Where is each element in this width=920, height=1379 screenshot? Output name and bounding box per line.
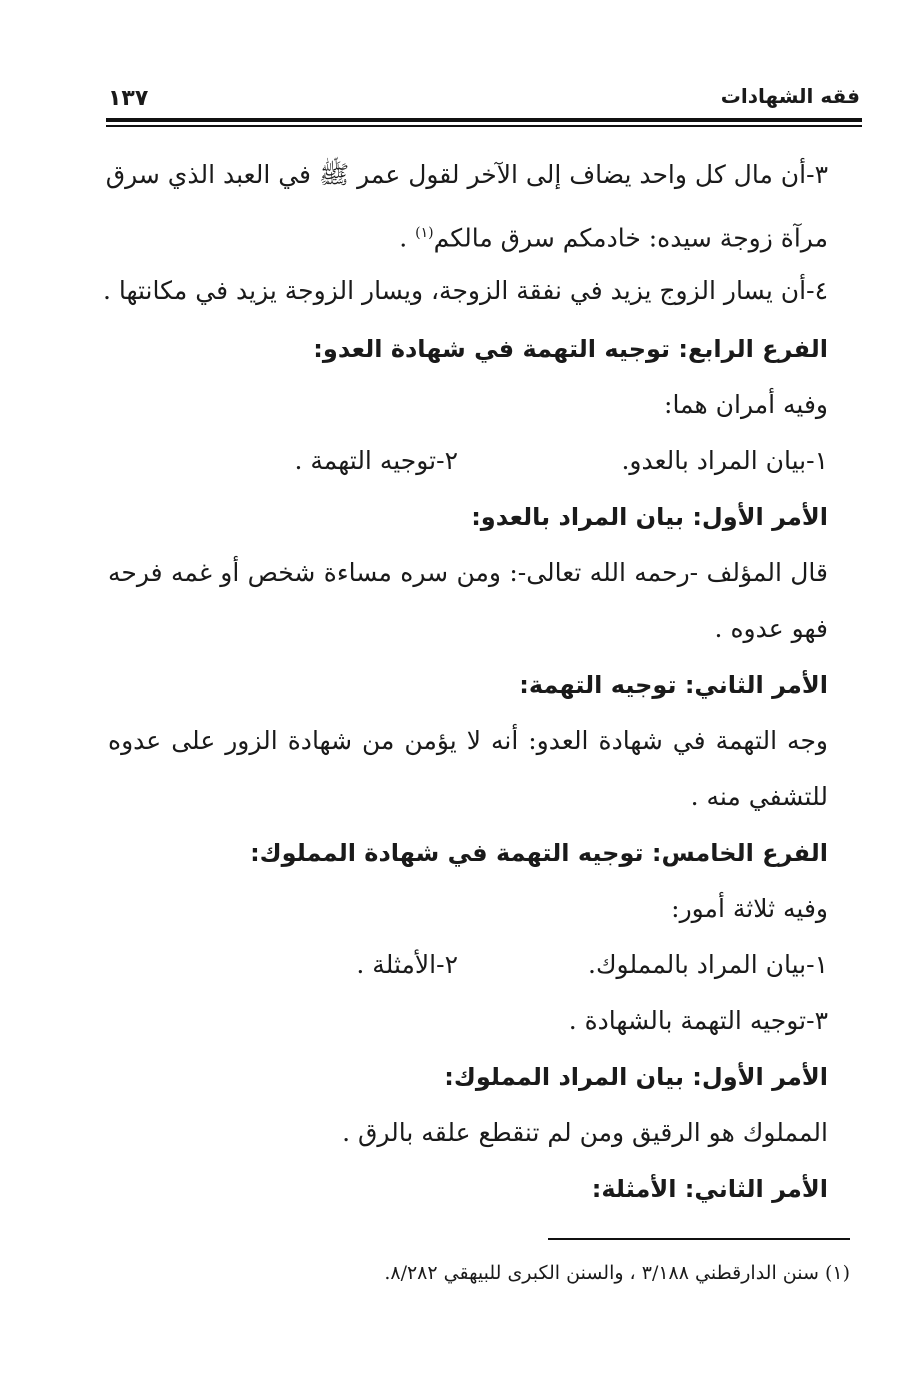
paragraph-line: قال المؤلف -رحمه الله تعالى-: ومن سره مساءة شخص أو غمه فرحه xyxy=(108,558,828,587)
paragraph-line: وفيه ثلاثة أمور: xyxy=(671,894,828,923)
paragraph-line: المملوك هو الرقيق ومن لم تنقطع علقه بالرق . xyxy=(342,1118,828,1147)
footnote-ref[interactable]: (١) xyxy=(415,225,434,241)
list-item: ٢-توجيه التهمة . xyxy=(294,446,458,475)
list-row xyxy=(108,940,828,990)
list-item: ٢-الأمثلة . xyxy=(356,950,458,979)
header-rule-thick xyxy=(106,118,862,122)
quote-text: مرآة زوجة سيده: خادمكم سرق مالكم xyxy=(433,223,828,253)
page-number: ١٣٧ xyxy=(108,86,149,111)
list-item: ١-بيان المراد بالمملوك. xyxy=(588,950,828,979)
footnote-rule xyxy=(548,1238,850,1240)
paragraph-line: وفيه أمران هما: xyxy=(664,390,828,419)
subsection-heading: الأمر الثاني: الأمثلة: xyxy=(591,1175,828,1203)
sentence-end: . xyxy=(399,223,416,253)
footnote: (١) سنن الدارقطني ٣/١٨٨ ، والسنن الكبرى للبيهقي ٨/٢٨٢. xyxy=(384,1262,850,1284)
running-title: فقه الشهادات xyxy=(720,84,860,108)
paragraph-line xyxy=(108,208,828,258)
section-heading: الفرع الرابع: توجيه التهمة في شهادة العدو: xyxy=(313,335,828,363)
paragraph-line: ٣-أن مال كل واحد يضاف إلى الآخر لقول عمر ﷺ في العبد الذي سرق xyxy=(105,160,828,189)
subsection-heading: الأمر الأول: بيان المراد بالعدو: xyxy=(471,503,828,531)
list-row xyxy=(108,436,828,486)
paragraph-line: وجه التهمة في شهادة العدو: أنه لا يؤمن من شهادة الزور على عدوه xyxy=(108,726,828,755)
paragraph-line: ٤-أن يسار الزوج يزيد في نفقة الزوجة، ويسار الزوجة يزيد في مكانتها . xyxy=(102,276,828,305)
header-rule-thin xyxy=(106,125,862,127)
list-item: ١-بيان المراد بالعدو. xyxy=(621,446,828,475)
list-item: ٣-توجيه التهمة بالشهادة . xyxy=(568,1006,828,1035)
subsection-heading: الأمر الثاني: توجيه التهمة: xyxy=(519,671,828,699)
subsection-heading: الأمر الأول: بيان المراد المملوك: xyxy=(444,1063,828,1091)
section-heading: الفرع الخامس: توجيه التهمة في شهادة المملوك: xyxy=(250,839,828,867)
paragraph-line: فهو عدوه . xyxy=(714,614,828,643)
paragraph-line: للتشفي منه . xyxy=(690,782,828,811)
page-header xyxy=(108,84,860,118)
